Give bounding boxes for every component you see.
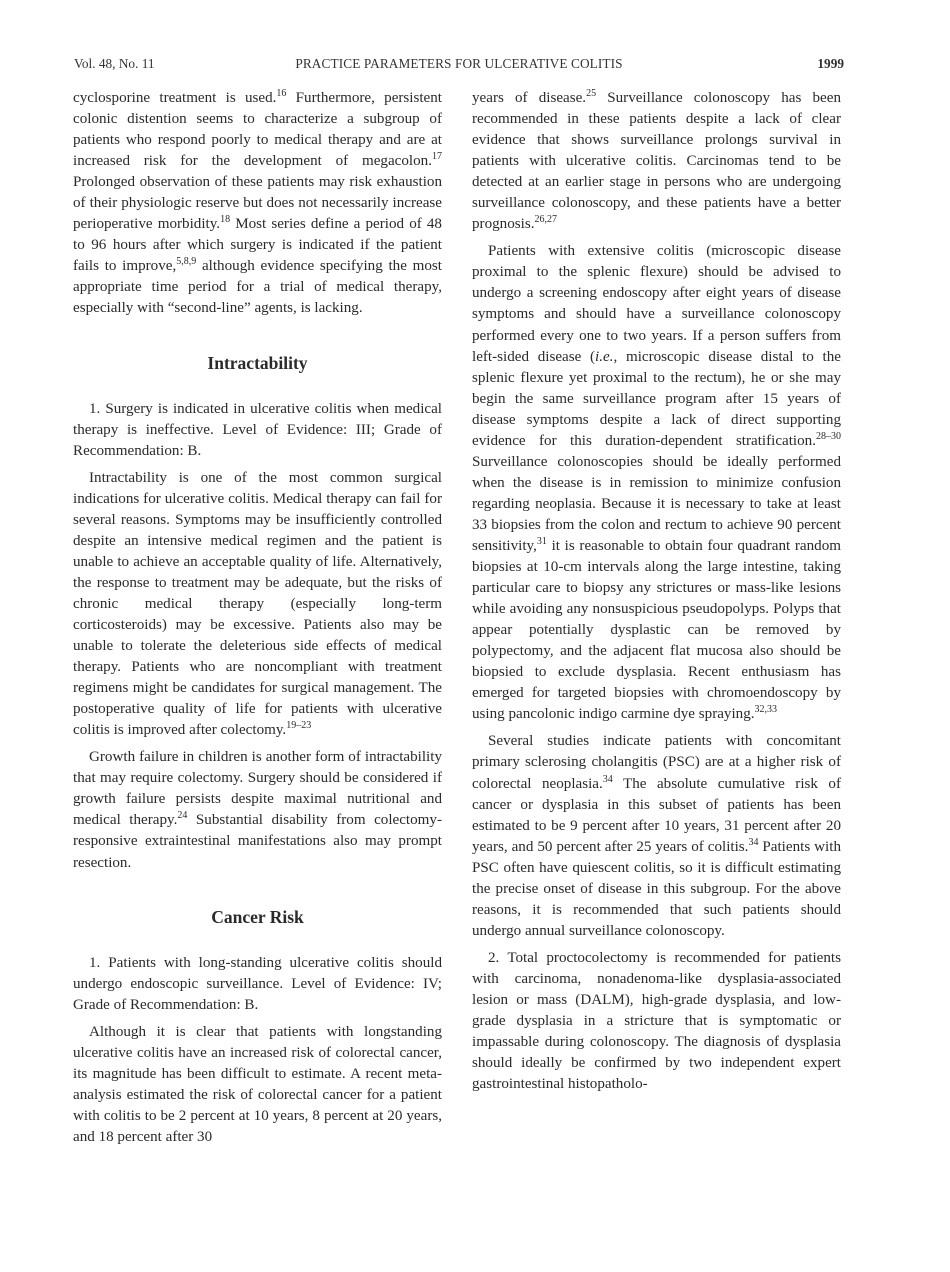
citation: 5,8,9 — [176, 256, 197, 268]
paragraph-extensive-colitis: Patients with extensive colitis (microscopic disease proximal to the splenic flexure) should be advised to undergo a screening endoscopy after eight years of disease symptoms and should have a surveillance colonoscopy performed every one to two years. If a person suffers from left-sided disease (i.e., microscopic disease distal to the splenic flexure yet proximal to the rectum), he or she may begin the same surveillance program after 15 years of disease symptoms despite a lack of direct supporting evidence for this duration-dependent stratification.$^{28-30}$ Surveillance colonoscopies should be ideally performed when the disease is in remission to minimize confusion regarding neoplasia. Because it is necessary to take at least 33 biopsies from the colon and rectum to achieve 90 percent sensitivity,$^{31}$ it is reasonable to obtain four quadrant random biopsies at 10-cm intervals along the large intestine, taking particular care to biopsy any strictures or mass-like lesions while avoiding any nonsuspicious pseudopolyps. Polyps that appear potentially dysplastic can be removed by polypectomy, and the adjacent flat mucosa also should be biopsied to exclude dysplasia. Recent enthusiasm has emerged for targeted biopsies with chromoendoscopy by using pancolonic indigo carmine dye spraying.$^{32,33}$ — [472, 243, 842, 723]
section-heading-intractability: Intractability — [207, 352, 308, 373]
recommendation-proctocolectomy: 2. Total proctocolectomy is recommended for patients with carcinoma, nonadenoma-like dysplasia-associated lesion or mass (DALM), high-grade dysplasia, and low-grade dysplasia in a stricture that is symptomatic or impassable during colonoscopy. The diagnosis of dysplasia should ideally be confirmed by two independent expert gastrointestinal histopatholo- — [472, 949, 841, 1093]
section-heading-cancer-risk: Cancer Risk — [211, 906, 304, 927]
citation: 34 — [602, 773, 613, 785]
volume-issue: Vol. 48, No. 11 — [74, 56, 155, 71]
citation: 26,27 — [534, 214, 557, 226]
citation: 24 — [177, 810, 188, 822]
paragraph-surveillance-colonoscopy: years of disease.$^{25}$ Surveillance colonoscopy has been recommended in these patients despite a lack of clear evidence that shows surveillance prolongs survival in patients with ulcerative colitis. Carcinomas tend to be detected at an earlier stage in persons who are undergoing surveillance colonoscopy, and these patients have a better prognosis.$^{26,27}$ — [472, 88, 841, 233]
page-number: 1999 — [817, 56, 844, 71]
recommendation-surveillance: 1. Patients with long-standing ulcerative colitis should undergo endoscopic surveillance. Level of Evidence: IV; Grade of Recommendation: B. — [73, 954, 442, 1013]
citation: 16 — [276, 88, 287, 99]
right-column — [472, 88, 841, 1095]
paragraph-psc: Several studies indicate patients with concomitant primary sclerosing cholangitis (PSC) are at a higher risk of colorectal neoplasia.$^{34}$ The absolute cumulative risk of cancer or dysplasia in this subset of patients has been estimated to be 9 percent after 10 years, 31 percent after 20 years, and 50 percent after 25 years of colitis.$^{34}$ Patients with PSC often have quiescent colitis, so it is difficult estimating the precise onset of disease in this subgroup. For the above reasons, it is recommended that such patients should undergo annual surveillance colonoscopy. — [472, 733, 841, 939]
paragraph-intractability: Intractability is one of the most common surgical indications for ulcerative colitis. Medical therapy can fail for several reasons. Symptoms may be insufficiently controlled despite an intensive medical regimen and the patient is unable to achieve an acceptable quality of life. Alternatively, the response to treatment may be adequate, but the risks of chronic medical therapy (especially long-term corticosteroids) may be excessive. Patients also may be unable to tolerate the deleterious side effects of medical therapy. Patients who are noncompliant with treatment regimens might be candidates for surgical management. The postoperative quality of life for patients with ulcerative colitis is improved after colectomy.$^{19-23}$ — [73, 469, 442, 739]
recommendation-intractability: 1. Surgery is indicated in ulcerative colitis when medical therapy is ineffective. Level of Evidence: III; Grade of Recommendation: B. — [73, 400, 442, 459]
paragraph-megacolon: cyclosporine treatment is used.$^{16}$ Furthermore, persistent colonic distention seems to characterize a subgroup of patients who respond poorly to medical therapy and are at increased risk for the development of megacolon.$^{17}$ Prolonged observation of these patients may risk exhaustion of their physiologic reserve but does not necessarily increase perioperative morbidity.$^{18}$ Most series define a period of 48 to 96 hours after which surgery is indicated if the patient fails to improve,$^{5,8,9}$ although evidence specifying the most appropriate time period for a trial of medical therapy, especially with “second-line” agents, is lacking. — [73, 88, 442, 317]
citation: 25 — [586, 88, 597, 99]
citation: 18 — [220, 214, 231, 226]
running-title: PRACTICE PARAMETERS FOR ULCERATIVE COLITIS — [295, 56, 623, 71]
citation: 32,33 — [754, 704, 778, 716]
citation: 28–30 — [816, 430, 841, 442]
citation: 34 — [748, 836, 759, 848]
citation: 19–23 — [286, 720, 312, 732]
citation: 31 — [536, 535, 547, 547]
paragraph-growth-failure: Growth failure in children is another form of intractability that may require colectomy. Surgery should be considered if growth failure persists despite maximal nutritional and medical therapy.$^{24}$ Substantial disability from colectomy-responsive extraintestinal manifestations also may prompt resection. — [73, 749, 442, 871]
running-header — [74, 56, 844, 74]
citation: 17 — [432, 151, 442, 163]
left-column — [73, 88, 442, 1148]
paragraph-cancer-risk: Although it is clear that patients with longstanding ulcerative colitis have an increased risk of colorectal cancer, its magnitude has been difficult to estimate. A recent meta-analysis estimated the risk of colorectal cancer for a patient with colitis to be 2 percent at 10 years, 8 percent at 20 years, and 18 percent after 30 — [73, 1023, 442, 1145]
